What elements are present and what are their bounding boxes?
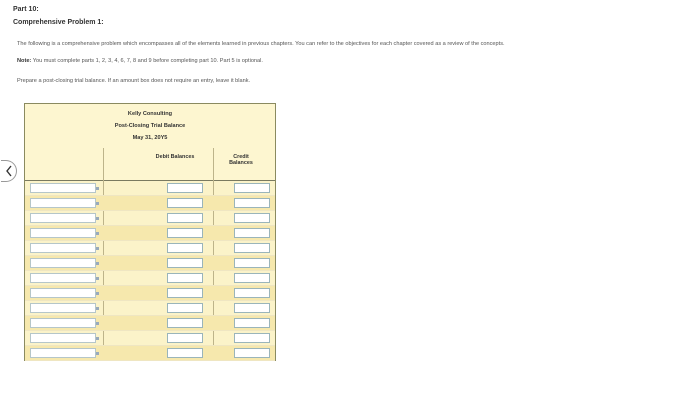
table-row <box>25 286 275 301</box>
debit-amount-input[interactable] <box>167 213 203 223</box>
table-row <box>25 331 275 346</box>
trial-balance-table <box>24 103 276 361</box>
credit-amount-input[interactable] <box>234 318 270 328</box>
dropdown-arrow-icon <box>96 217 99 220</box>
account-select[interactable] <box>30 318 96 328</box>
dropdown-arrow-icon <box>96 322 99 325</box>
credit-amount-input[interactable] <box>234 303 270 313</box>
dropdown-arrow-icon <box>96 352 99 355</box>
account-select[interactable] <box>30 213 96 223</box>
account-select[interactable] <box>30 198 96 208</box>
dropdown-arrow-icon <box>96 247 99 250</box>
debit-header-text: Debit Balances <box>155 154 195 160</box>
credit-balances-header <box>221 154 261 166</box>
credit-amount-input[interactable] <box>234 228 270 238</box>
debit-amount-input[interactable] <box>167 333 203 343</box>
dropdown-arrow-icon <box>96 262 99 265</box>
debit-amount-input[interactable] <box>167 318 203 328</box>
account-select[interactable] <box>30 333 96 343</box>
credit-amount-input[interactable] <box>234 348 270 358</box>
table-row <box>25 211 275 226</box>
debit-amount-input[interactable] <box>167 258 203 268</box>
credit-amount-input[interactable] <box>234 288 270 298</box>
account-select[interactable] <box>30 183 96 193</box>
instructions-text: Prepare a post-closing trial balance. If an amount box does not require an entry, leave it blank. <box>17 78 251 84</box>
table-row <box>25 181 275 196</box>
part-label: Part 10: <box>13 6 39 13</box>
debit-amount-input[interactable] <box>167 348 203 358</box>
note-text: You must complete parts 1, 2, 3, 4, 6, 7, 8 and 9 before completing part 10. Part 5 is optional. <box>32 58 263 64</box>
table-row <box>25 226 275 241</box>
table-row <box>25 241 275 256</box>
credit-amount-input[interactable] <box>234 273 270 283</box>
previous-button[interactable] <box>1 160 17 182</box>
account-select[interactable] <box>30 288 96 298</box>
note-label: Note: <box>17 58 32 64</box>
dropdown-arrow-icon <box>96 337 99 340</box>
debit-amount-input[interactable] <box>167 228 203 238</box>
dropdown-arrow-icon <box>96 292 99 295</box>
table-row <box>25 271 275 286</box>
table-row <box>25 316 275 331</box>
debit-balances-header <box>155 154 195 160</box>
dropdown-arrow-icon <box>96 232 99 235</box>
debit-amount-input[interactable] <box>167 243 203 253</box>
credit-amount-input[interactable] <box>234 213 270 223</box>
table-row <box>25 301 275 316</box>
intro-text: The following is a comprehensive problem which encompasses all of the elements learned in previous chapters. You can refer to the objectives for each chapter covered as a review of the concepts. <box>17 41 505 47</box>
problem-title: Comprehensive Problem 1: <box>13 19 104 26</box>
table-row <box>25 256 275 271</box>
statement-heading <box>25 104 275 149</box>
dropdown-arrow-icon <box>96 202 99 205</box>
credit-header-text: Credit Balances <box>229 154 253 166</box>
account-select[interactable] <box>30 258 96 268</box>
debit-amount-input[interactable] <box>167 288 203 298</box>
account-select[interactable] <box>30 303 96 313</box>
dropdown-arrow-icon <box>96 187 99 190</box>
statement-date: May 31, 20Y5 <box>132 135 168 141</box>
dropdown-arrow-icon <box>96 277 99 280</box>
credit-amount-input[interactable] <box>234 258 270 268</box>
account-select[interactable] <box>30 243 96 253</box>
statement-title: Post-Closing Trial Balance <box>114 123 186 129</box>
chevron-left-icon <box>5 165 13 177</box>
debit-amount-input[interactable] <box>167 303 203 313</box>
note-line <box>17 58 263 64</box>
company-name: Kelly Consulting <box>127 111 173 117</box>
credit-amount-input[interactable] <box>234 183 270 193</box>
dropdown-arrow-icon <box>96 307 99 310</box>
table-row <box>25 346 275 361</box>
account-select[interactable] <box>30 273 96 283</box>
credit-amount-input[interactable] <box>234 198 270 208</box>
debit-amount-input[interactable] <box>167 273 203 283</box>
table-row <box>25 196 275 211</box>
credit-amount-input[interactable] <box>234 333 270 343</box>
debit-amount-input[interactable] <box>167 183 203 193</box>
debit-amount-input[interactable] <box>167 198 203 208</box>
column-headers <box>25 148 275 181</box>
account-select[interactable] <box>30 228 96 238</box>
account-select[interactable] <box>30 348 96 358</box>
credit-amount-input[interactable] <box>234 243 270 253</box>
